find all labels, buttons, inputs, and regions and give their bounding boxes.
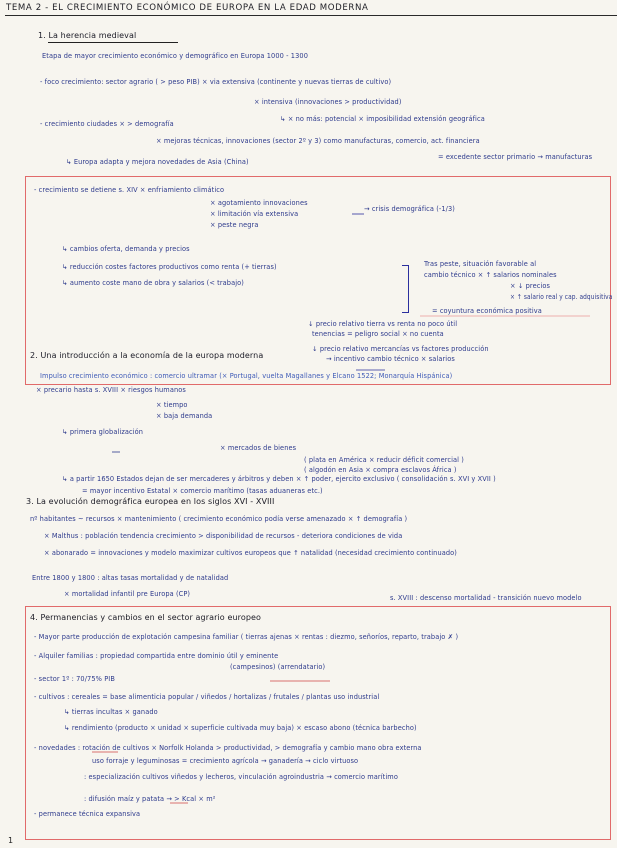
s2-line-4: × baja demanda <box>156 412 213 420</box>
s3-line-6: s. XVIII : descenso mortalidad - transición nuevo modelo <box>390 594 582 602</box>
section-1-heading: 1. La herencia medieval <box>38 31 137 40</box>
b2-line-5: - cultivos : cereales = base alimenticia popular / viñedos / hortalizas / frutales / plantas uso industrial <box>34 693 380 701</box>
section-3-heading: 3. La evolución demográfica europea en los siglos XVI - XVIII <box>26 497 275 506</box>
section-2-heading: 2. Una introducción a la economía de la europa moderna <box>30 351 264 360</box>
s3-line-3: × abonarado = innovaciones y modelo maximizar cultivos europeos que ↑ natalidad (necesidad crecimiento continuado) <box>44 549 457 557</box>
s2-line-3: × tiempo <box>156 401 188 409</box>
b2-line-3: (campesinos) (arrendatario) <box>230 663 326 671</box>
s2-line-9: ↳ a partir 1650 Estados dejan de ser mercaderes y árbitros y deben × ↑ poder, ejercito exclusivo ( consolidación s. XVI y XVII ) <box>62 475 496 483</box>
b1-line-9: Tras peste, situación favorable al <box>424 260 537 268</box>
b1-line-10: cambio técnico × ↑ salarios nominales <box>424 271 557 279</box>
s3-line-1: nº habitantes ~ recursos × mantenimiento ( crecimiento económico podía verse amenazado × ↑ demografía ) <box>30 515 408 523</box>
b1-line-2: × agotamiento innovaciones <box>210 199 308 207</box>
b1-line-14: ↓ precio relativo tierra vs renta no poco útil <box>308 320 458 328</box>
s3-line-2: × Malthus : población tendencia crecimiento > disponibilidad de recursos - deteriora condiciones de vida <box>44 532 403 540</box>
b1-line-7: ↳ reducción costes factores productivos como renta (+ tierras) <box>62 263 277 271</box>
b1-line-6: ↳ cambios oferta, demanda y precios <box>62 245 190 253</box>
s1-line-5: - crecimiento ciudades × > demografía <box>40 120 174 128</box>
b2-line-1: - Mayor parte producción de explotación campesina familiar ( tierras ajenas × rentas : diezmo, señoríos, reparto, trabajo ✗ ) <box>34 633 459 641</box>
b2-line-9: uso forraje y leguminosas = crecimiento agrícola → ganadería → ciclo virtuoso <box>92 757 359 765</box>
b1-line-11: × ↓ precios <box>510 282 551 290</box>
b2-line-6: ↳ tierras incultas × ganado <box>64 708 158 716</box>
b2-line-12: - permanece técnica expansiva <box>34 810 141 818</box>
s2-line-5: ↳ primera globalización <box>62 428 144 436</box>
s2-line-10: = mayor incentivo Estatal × comercio marítimo (tasas aduaneras etc.) <box>82 487 323 495</box>
b1-line-15: tenencias = peligro social × no cuenta <box>312 330 444 338</box>
s1-line-8: ↳ Europa adapta y mejora novedades de Asia (China) <box>66 158 249 166</box>
b1-line-4: × peste negra <box>210 221 259 229</box>
b2-line-11: : difusión maíz y patata → > Kcal × m² <box>84 795 216 803</box>
b2-line-2: - Alquiler familias : propiedad compartida entre dominio útil y eminente <box>34 652 279 660</box>
s2-line-8: ( algodón en Asia × compra esclavos África ) <box>304 466 457 474</box>
b1-line-1: - crecimiento se detiene s. XIV × enfriamiento climático <box>34 186 225 194</box>
section-4-heading: 4. Permanencias y cambios en el sector agrario europeo <box>30 613 262 622</box>
s2-line-2: × precario hasta s. XVIII × riesgos humanos <box>36 386 186 394</box>
page-title: TEMA 2 - EL CRECIMIENTO ECONÓMICO DE EUROPA EN LA EDAD MODERNA <box>6 3 369 13</box>
b1-line-3: × limitación vía extensiva <box>210 210 299 218</box>
b1-line-8: ↳ aumento coste mano de obra y salarios (< trabajo) <box>62 279 244 287</box>
s3-line-5: × mortalidad infantil pre Europa (CP) <box>64 590 191 598</box>
s2-line-1: Impulso crecimiento económico : comercio ultramar (× Portugal, vuelta Magallanes y Elcano 1522; Monarquía Hispánica) <box>40 372 453 380</box>
b1-line-12: × ↑ salario real y cap. adquisitiva <box>510 293 613 301</box>
b2-line-4: - sector 1º : 70/75% PIB <box>34 675 115 683</box>
s1-line-2: - foco crecimiento: sector agrario ( > peso PIB) × via extensiva (continente y nuevas tierras de cultivo) <box>40 78 392 86</box>
s1-line-1: Etapa de mayor crecimiento económico y demográfico en Europa 1000 - 1300 <box>42 52 308 60</box>
b1-line-5: → crisis demográfica (-1/3) <box>364 205 455 213</box>
s1-line-4: ↳ × no más: potencial × imposibilidad extensión geográfica <box>280 115 485 123</box>
s2-line-7: ( plata en América × reducir déficit comercial ) <box>304 456 464 464</box>
b2-line-7: ↳ rendimiento (producto × unidad × superficie cultivada muy baja) × escaso abono (técnica barbecho) <box>64 724 417 732</box>
b2-line-10: : especialización cultivos viñedos y lecheros, vinculación agroindustria → comercio marítimo <box>84 773 398 781</box>
b1-line-16: ↓ precio relativo mercancías vs factores producción <box>312 345 489 353</box>
s1-line-7: = excedente sector primario → manufacturas <box>438 153 593 161</box>
s1-line-6: × mejoras técnicas, innovaciones (sector 2º y 3) como manufacturas, comercio, act. financiera <box>156 137 480 145</box>
s1-line-3: × intensiva (innovaciones > productividad) <box>254 98 402 106</box>
b1-line-13: = coyuntura económica positiva <box>432 307 542 315</box>
page-number: 1 <box>8 836 14 845</box>
s2-line-6: × mercados de bienes <box>220 444 297 452</box>
b1-line-17: → incentivo cambio técnico × salarios <box>326 355 455 363</box>
b2-line-8: - novedades : rotación de cultivos × Norfolk Holanda > productividad, > demografía y cambio mano obra externa <box>34 744 422 752</box>
s3-line-4: Entre 1800 y 1800 : altas tasas mortalidad y de natalidad <box>32 574 229 582</box>
